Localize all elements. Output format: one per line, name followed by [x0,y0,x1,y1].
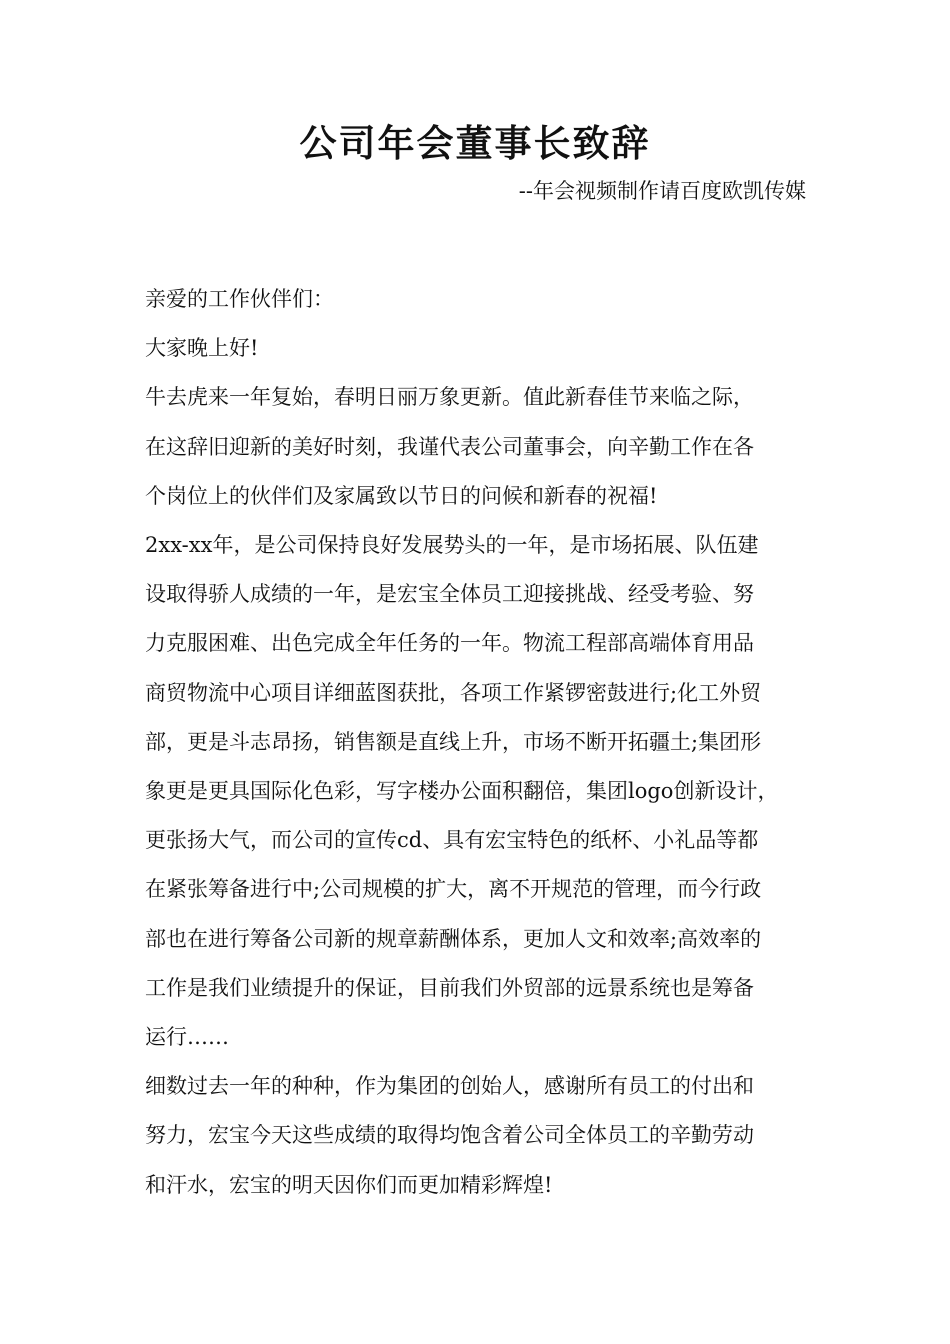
paragraph-greeting [145,275,810,324]
text-line: 和汗水，宏宝的明天因你们而更加精彩辉煌! [145,1172,553,1197]
text-line: 细数过去一年的种种，作为集团的创始人，感谢所有员工的付出和 [145,1074,754,1099]
text-line: 运行…… [145,1025,229,1050]
paragraph-year-review [145,521,810,1062]
text-line: 更张扬大气，而公司的宣传cd、具有宏宝特色的纸杯、小礼品等都 [145,828,759,853]
paragraph-salutation [145,324,810,373]
text-line: 2xx-xx年，是公司保持良好发展势头的一年，是市场拓展、队伍建 [145,533,759,558]
text-line: 大家晚上好! [145,336,259,361]
text-line: 象更是更具国际化色彩，写字楼办公面积翻倍，集团logo创新设计， [145,779,779,804]
speech-body [145,275,810,1210]
page-subtitle: --年会视频制作请百度欧凯传媒 [518,179,806,203]
text-line: 在这辞旧迎新的美好时刻，我谨代表公司董事会，向辛勤工作在各 [145,434,754,459]
text-line: 部也在进行筹备公司新的规章薪酬体系，更加人文和效率;高效率的 [145,926,762,951]
paragraph-new-year-wishes [145,373,810,521]
paragraph-thanks [145,1062,810,1210]
text-line: 力克服困难、出色完成全年任务的一年。物流工程部高端体育用品 [145,631,754,656]
text-line: 设取得骄人成绩的一年，是宏宝全体员工迎接挑战、经受考验、努 [145,582,754,607]
text-line: 部，更是斗志昂扬，销售额是直线上升，市场不断开拓疆土;集团形 [145,729,762,754]
text-line: 工作是我们业绩提升的保证，目前我们外贸部的远景系统也是筹备 [145,975,754,1000]
page-title: 公司年会董事长致辞 [299,121,651,165]
text-line: 个岗位上的伙伴们及家属致以节日的问候和新春的祝福! [145,483,658,508]
text-line: 牛去虎来一年复始，春明日丽万象更新。值此新春佳节来临之际， [145,385,754,410]
text-line: 努力，宏宝今天这些成绩的取得均饱含着公司全体员工的辛勤劳动 [145,1123,754,1148]
text-line: 亲爱的工作伙伴们： [145,287,334,311]
text-line: 商贸物流中心项目详细蓝图获批，各项工作紧锣密鼓进行;化工外贸 [145,680,762,705]
text-line: 在紧张筹备进行中;公司规模的扩大，离不开规范的管理，而今行政 [145,877,762,902]
